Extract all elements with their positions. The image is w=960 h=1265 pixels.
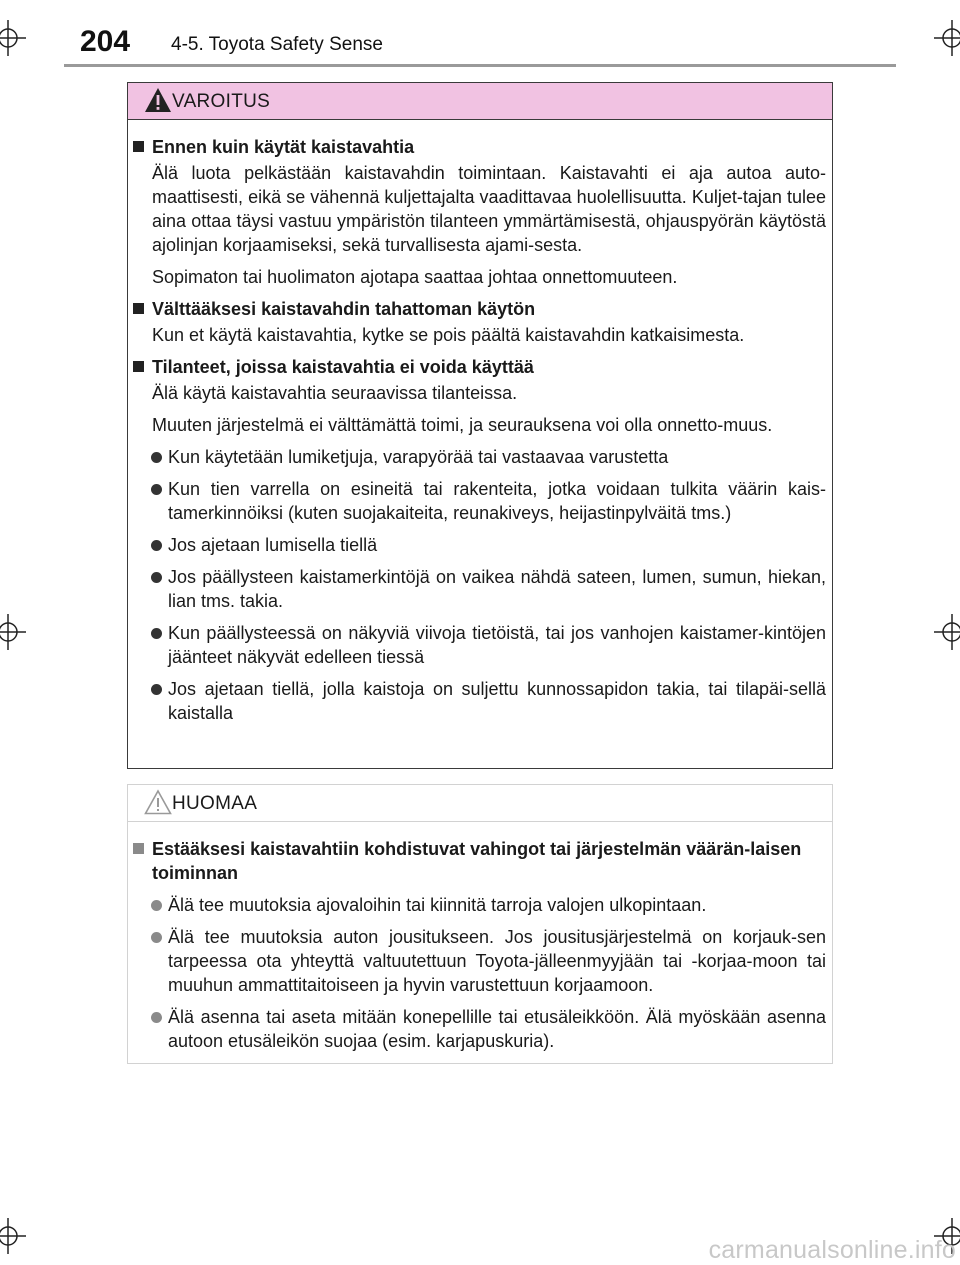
round-bullet-icon	[151, 452, 162, 463]
round-bullet-icon	[151, 1012, 162, 1023]
warning-bullet-1-text: Kun käytetään lumiketjuja, varapyörää tai vastaavaa varustetta	[168, 447, 669, 467]
round-bullet-icon	[151, 572, 162, 583]
caution-triangle-outline-icon	[144, 789, 172, 820]
crop-mark-top-right	[934, 20, 960, 56]
warning-box	[127, 82, 833, 769]
warning-bullet-5	[128, 621, 826, 669]
square-bullet-icon	[133, 141, 144, 152]
warning-bullet-5-text: Kun päällysteessä on näkyviä viivoja tietöistä, tai jos vanhojen kaistamer-kintöjen jäänteet näkyvät edelleen tiessä	[168, 623, 826, 667]
crop-mark-top-left	[0, 20, 26, 56]
warning-para-5: Muuten järjestelmä ei välttämättä toimi, ja seurauksena voi olla onnetto-muus.	[152, 415, 773, 435]
warning-bullet-3-text: Jos ajetaan lumisella tiellä	[168, 535, 378, 555]
section-title: 4-5. Toyota Safety Sense	[171, 34, 383, 55]
warning-box-body	[128, 135, 832, 725]
header-rule	[64, 64, 896, 67]
warning-bullet-1	[128, 445, 826, 469]
notice-label: HUOMAA	[172, 793, 258, 814]
warning-bullet-2-text: Kun tien varrella on esineitä tai rakenteita, jotka voidaan tulkita väärin kais-tamerkinnöiksi (kuten suojakaiteita, reunakiveys, heijastinpylväitä tms.)	[168, 479, 826, 523]
notice-box-header	[128, 785, 832, 822]
watermark: carmanualsonline.info	[708, 1236, 956, 1264]
warning-para-3: Kun et käytä kaistavahtia, kytke se pois päältä kaistavahdin katkaisimesta.	[152, 325, 745, 345]
round-bullet-icon	[151, 540, 162, 551]
warning-bullet-3	[128, 533, 826, 557]
square-bullet-icon	[133, 843, 144, 854]
crop-mark-mid-right	[934, 614, 960, 650]
round-bullet-icon	[151, 684, 162, 695]
warning-box-header	[128, 83, 832, 120]
notice-bullet-1	[128, 893, 826, 917]
warning-para-2: Sopimaton tai huolimaton ajotapa saattaa johtaa onnettomuuteen.	[152, 267, 678, 287]
warning-heading-3	[128, 355, 826, 379]
notice-box	[127, 784, 833, 1064]
round-bullet-icon	[151, 484, 162, 495]
page-number: 204	[80, 25, 131, 58]
crop-mark-mid-left	[0, 614, 26, 650]
warning-heading-2-text: Välttääksesi kaistavahdin tahattoman käytön	[152, 299, 536, 319]
square-bullet-icon	[133, 303, 144, 314]
warning-heading-1	[128, 135, 826, 159]
notice-bullet-3-text: Älä asenna tai aseta mitään konepellille tai etusäleikköön. Älä myöskään asenna autoon etusäleikön suojaa (esim. karjapuskuria).	[168, 1007, 826, 1051]
warning-para-4: Älä käytä kaistavahtia seuraavissa tilanteissa.	[152, 383, 518, 403]
notice-bullet-2	[128, 925, 826, 997]
square-bullet-icon	[133, 361, 144, 372]
warning-heading-2	[128, 297, 826, 321]
warning-bullet-4-text: Jos päällysteen kaistamerkintöjä on vaikea nähdä sateen, lumen, sumun, hiekan, lian tms. takia.	[168, 567, 826, 611]
notice-bullet-1-text: Älä tee muutoksia ajovaloihin tai kiinnitä tarroja valojen ulkopintaan.	[168, 895, 707, 915]
warning-para-1: Älä luota pelkästään kaistavahdin toimintaan. Kaistavahti ei aja autoa auto-maattisesti, eikä se vähennä kuljettajalta vaadittavaa huolellisuutta. Kuljet-tajan tulee aina ottaa täysi vastuu ympäristön tilanteen ymmärtämisestä, ohjauspyörän käytöstä ajolinjan korjaamiseksi, sekä turvallisesta ajami-sesta.	[152, 163, 826, 255]
notice-heading-1	[128, 837, 826, 885]
round-bullet-icon	[151, 932, 162, 943]
round-bullet-icon	[151, 900, 162, 911]
warning-triangle-icon	[144, 87, 172, 118]
warning-bullet-6-text: Jos ajetaan tiellä, jolla kaistoja on suljettu kunnossapidon takia, tai tilapäi-sellä kaistalla	[168, 679, 826, 723]
warning-label: VAROITUS	[172, 91, 271, 112]
round-bullet-icon	[151, 628, 162, 639]
warning-bullet-2	[128, 477, 826, 525]
notice-heading-1-text: Estääksesi kaistavahtiin kohdistuvat vahingot tai järjestelmän väärän-laisen toiminnan	[152, 839, 802, 883]
notice-bullet-3	[128, 1005, 826, 1053]
crop-mark-bottom-left	[0, 1218, 26, 1254]
notice-bullet-2-text: Älä tee muutoksia auton jousitukseen. Jos jousitusjärjestelmä on korjauk-sen tarpeessa ota yhteyttä valtuutettuun Toyota-jälleenmyyjään tai -korjaa-moon tai muuhun ammattitaitoiseen ja hyvin varustettuun korjaamoon.	[168, 927, 826, 995]
warning-bullet-4	[128, 565, 826, 613]
warning-heading-1-text: Ennen kuin käytät kaistavahtia	[152, 137, 415, 157]
warning-bullet-6	[128, 677, 826, 725]
warning-heading-3-text: Tilanteet, joissa kaistavahtia ei voida käyttää	[152, 357, 534, 377]
notice-box-body	[128, 837, 832, 1053]
